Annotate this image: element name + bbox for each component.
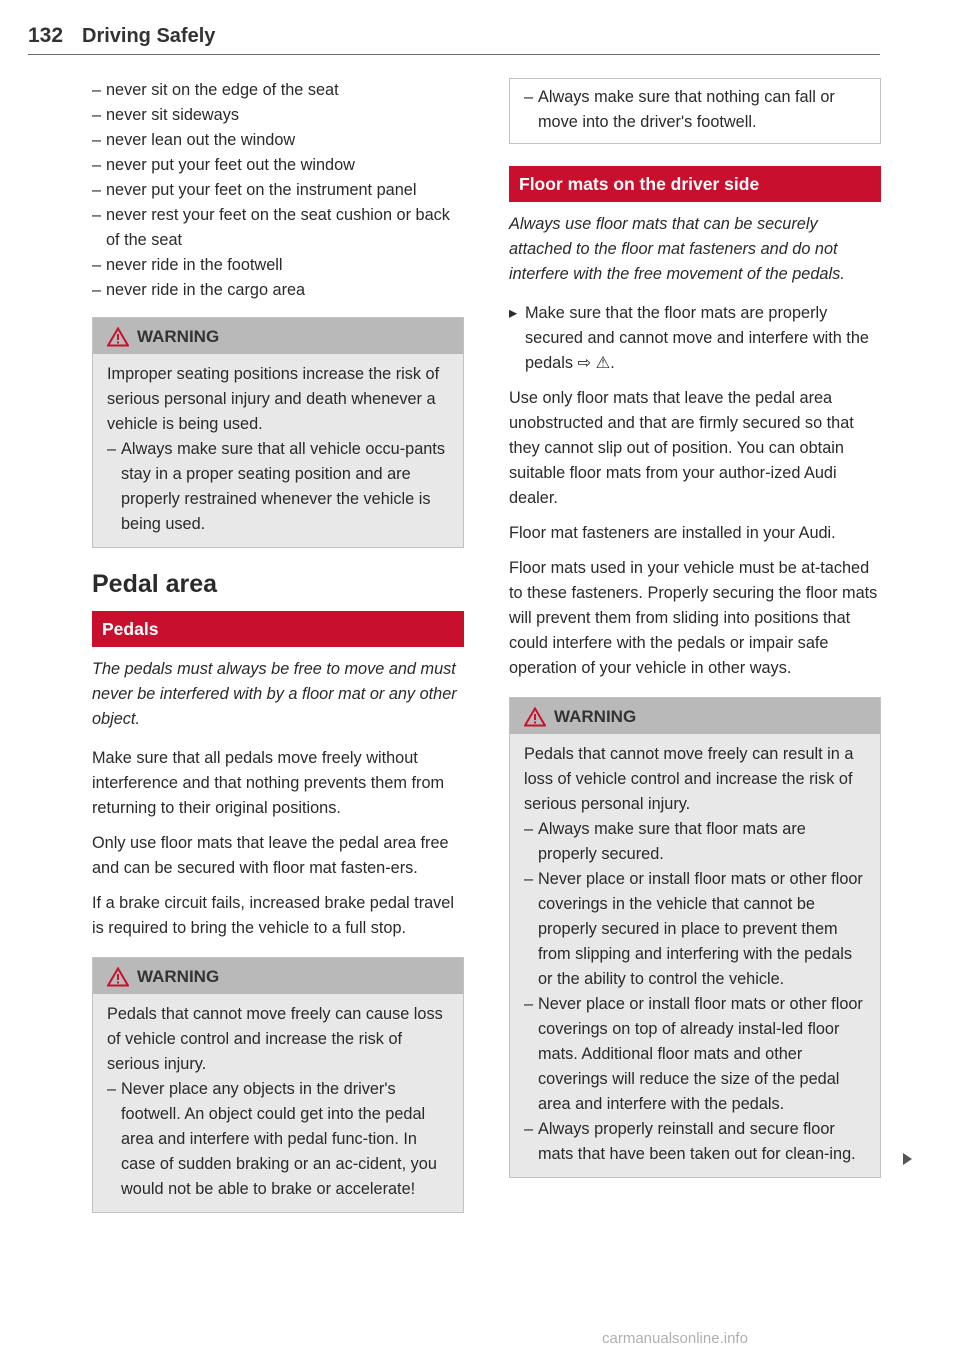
warning-body bbox=[510, 734, 880, 1177]
warning-box-floor-mats bbox=[509, 697, 881, 1178]
subsection-bar-floor-mats: Floor mats on the driver side bbox=[509, 166, 881, 202]
warning-triangle-icon bbox=[107, 327, 129, 347]
warning-box-pedals bbox=[92, 957, 464, 1213]
page-header bbox=[28, 24, 880, 55]
warning-title: WARNING bbox=[137, 327, 220, 346]
right-column bbox=[509, 78, 881, 1178]
continue-arrow-icon bbox=[903, 1153, 912, 1165]
warning-header bbox=[93, 318, 463, 354]
instruction-step: ▸ Make sure that the floor mats are properly secured and cannot move and interfere with the pedals ⇨ ⚠. bbox=[509, 301, 881, 376]
list-item: – Always make sure that nothing can fall or move into the driver's footwell. bbox=[524, 85, 866, 135]
warning-box-seating bbox=[92, 317, 464, 548]
warning-list bbox=[107, 437, 449, 537]
list-item: – Always properly reinstall and secure floor mats that have been taken out for clean-ing. bbox=[524, 1117, 866, 1167]
paragraph: Floor mat fasteners are installed in your Audi. bbox=[509, 524, 836, 542]
page-number: 132 bbox=[28, 24, 64, 47]
warning-body bbox=[93, 354, 463, 547]
list-item: – Never place or install floor mats or other floor coverings in the vehicle that cannot be properly secured in place to prevent them from slipping and interfering with the pedals or the ability to control the vehicle. bbox=[524, 867, 866, 992]
warning-triangle-icon bbox=[107, 967, 129, 987]
seating-rules-list bbox=[92, 78, 464, 303]
warning-header bbox=[510, 698, 880, 734]
warning-title: WARNING bbox=[554, 707, 637, 726]
warning-text: Pedals that cannot move freely can cause loss of vehicle control and increase the risk of serious injury. bbox=[107, 1005, 443, 1073]
warning-text: Pedals that cannot move freely can result in a loss of vehicle control and increase the risk of serious personal injury. bbox=[524, 745, 854, 813]
warning-triangle-icon bbox=[524, 707, 546, 727]
list-item: – never put your feet on the instrument panel bbox=[92, 178, 464, 203]
warning-list bbox=[524, 817, 866, 1167]
list-item: – Always make sure that all vehicle occu-pants stay in a proper seating position and are properly restrained whenever the vehicle is being used. bbox=[107, 437, 449, 537]
watermark: carmanualsonline.info bbox=[602, 1330, 748, 1347]
list-item: – never ride in the footwell bbox=[92, 253, 464, 278]
section-title: Driving Safely bbox=[82, 25, 216, 47]
section-heading-pedal-area: Pedal area bbox=[92, 570, 218, 598]
warning-list bbox=[524, 85, 866, 135]
left-column bbox=[92, 78, 464, 1213]
warning-title: WARNING bbox=[137, 967, 220, 986]
list-item: – never put your feet out the window bbox=[92, 153, 464, 178]
list-item: – never lean out the window bbox=[92, 128, 464, 153]
list-item: – never sit sideways bbox=[92, 103, 464, 128]
warning-header bbox=[93, 958, 463, 994]
paragraph: Only use floor mats that leave the pedal area free and can be secured with floor mat fasten-ers. bbox=[92, 834, 449, 877]
paragraph: Use only floor mats that leave the pedal area unobstructed and that are firmly secured so that they cannot slip out of position. You can obtain suitable floor mats from your author-ized Audi dealer. bbox=[509, 389, 854, 507]
warning-list bbox=[107, 1077, 449, 1202]
list-item: – never sit on the edge of the seat bbox=[92, 78, 464, 103]
paragraph: Make sure that all pedals move freely without interference and that nothing prevents them from returning to their original positions. bbox=[92, 749, 445, 817]
list-item: – Never place or install floor mats or other floor coverings on top of already instal-led floor mats. Additional floor mats and other coverings will reduce the size of the pedal area and interfere with the pedals. bbox=[524, 992, 866, 1117]
subsection-bar-pedals: Pedals bbox=[92, 611, 464, 647]
continued-warning-box bbox=[509, 78, 881, 144]
warning-body bbox=[93, 994, 463, 1212]
list-item: – never ride in the cargo area bbox=[92, 278, 464, 303]
floor-mats-intro: Always use floor mats that can be securely attached to the floor mat fasteners and do not interfere with the free movement of the pedals. bbox=[509, 215, 845, 283]
list-item: – Always make sure that floor mats are properly secured. bbox=[524, 817, 866, 867]
paragraph: Floor mats used in your vehicle must be at-tached to these fasteners. Properly securing the floor mats will prevent them from sliding into positions that could interfere with the pedals or impair safe operation of your vehicle in other ways. bbox=[509, 559, 878, 677]
list-item: – never rest your feet on the seat cushion or back of the seat bbox=[92, 203, 464, 253]
pedals-intro: The pedals must always be free to move and must never be interfered with by a floor mat or any other object. bbox=[92, 660, 457, 728]
list-item: – Never place any objects in the driver's footwell. An object could get into the pedal area and interfere with pedal func-tion. In case of sudden braking or an ac-cident, you would not be able to brake or accelerate! bbox=[107, 1077, 449, 1202]
paragraph: If a brake circuit fails, increased brake pedal travel is required to bring the vehicle to a full stop. bbox=[92, 894, 454, 937]
warning-text: Improper seating positions increase the risk of serious personal injury and death whenever a vehicle is being used. bbox=[107, 365, 440, 433]
